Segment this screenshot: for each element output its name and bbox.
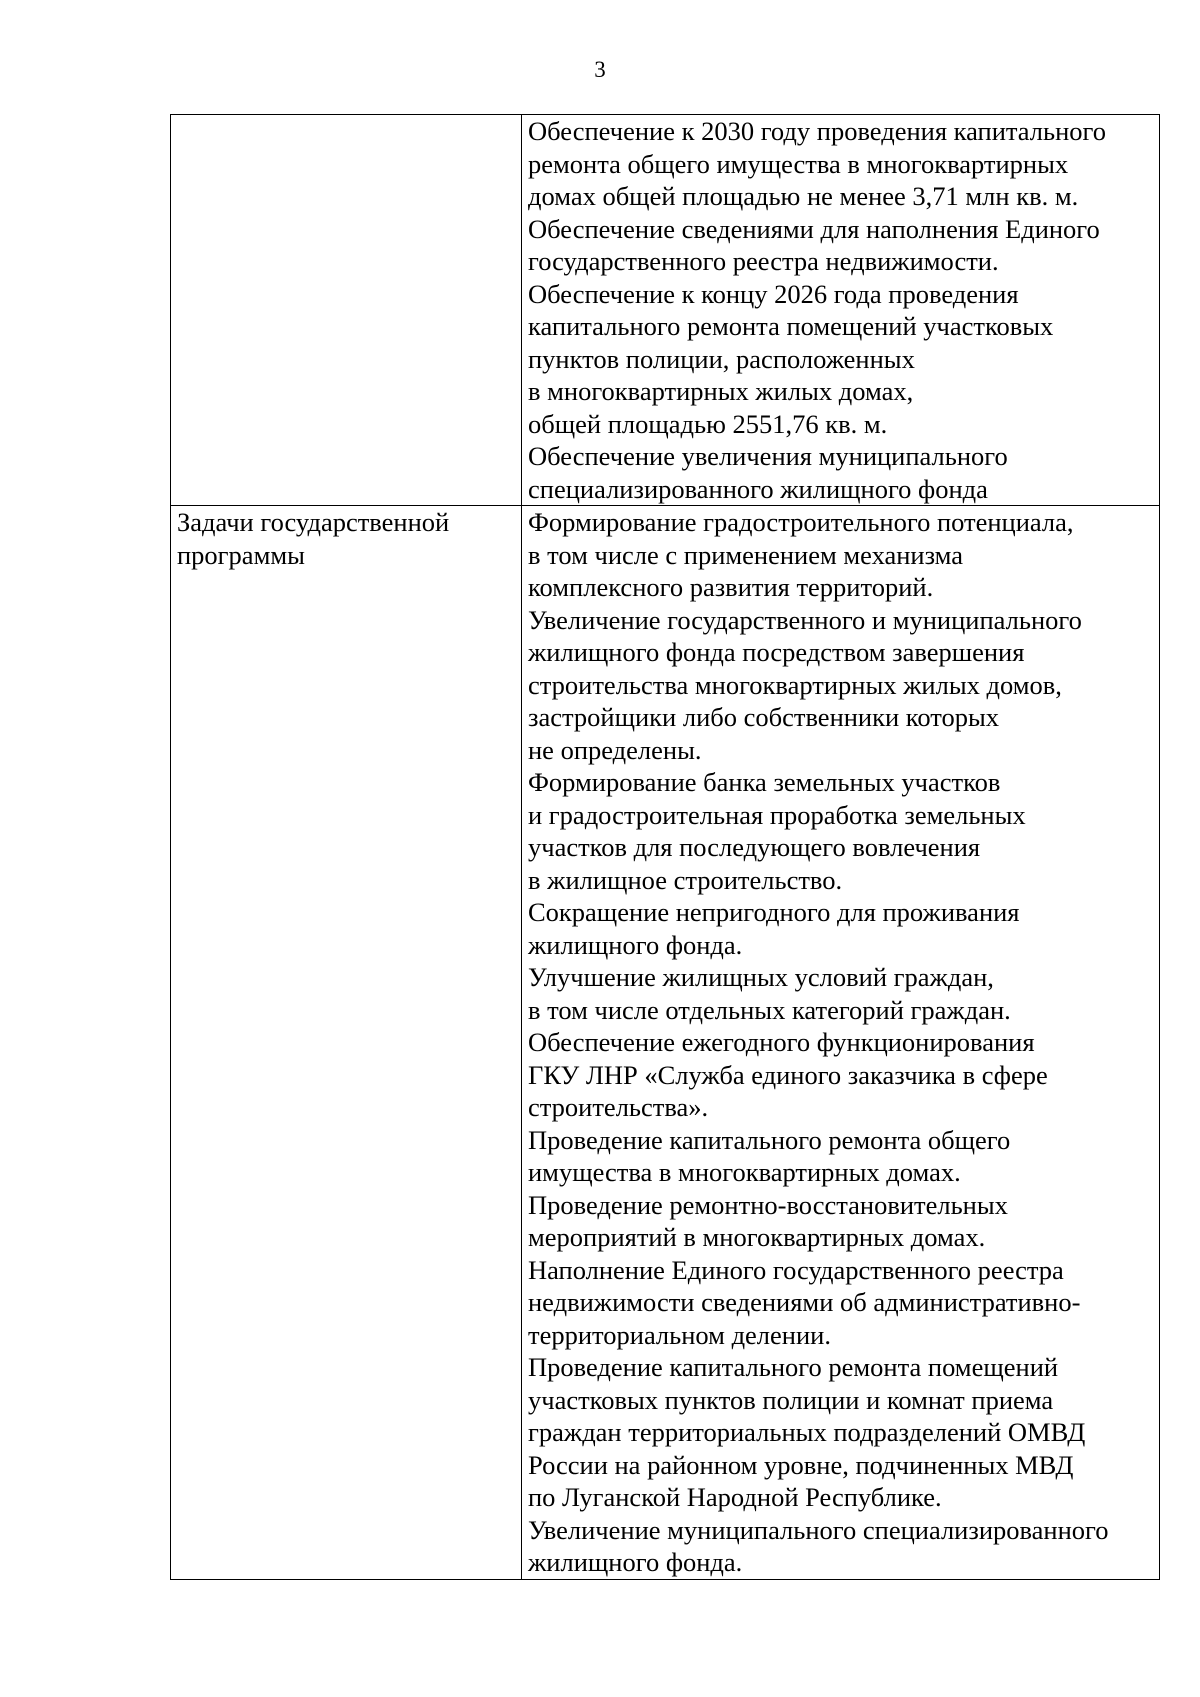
content-line: специализированного жилищного фонда	[528, 473, 988, 504]
table-row-program-tasks	[171, 506, 1160, 1580]
content-line: Обеспечение к концу 2026 года проведения	[528, 278, 1019, 309]
content-line: строительства многоквартирных жилых домов,	[528, 669, 1062, 700]
row-content-cell	[522, 506, 1160, 1580]
table-body	[171, 115, 1160, 1580]
content-line: в том числе с применением механизма	[528, 539, 964, 570]
row-content-cell	[522, 115, 1160, 506]
content-line: жилищного фонда посредством завершения	[528, 637, 1025, 667]
content-line: участков для последующего вовлечения	[528, 832, 981, 862]
content-line: Наполнение Единого государственного реестра	[528, 1254, 1064, 1285]
content-line: жилищного фонда.	[528, 929, 743, 960]
content-line: участковых пунктов полиции и комнат приема	[528, 1384, 1054, 1415]
table-row-goals-continued	[171, 115, 1160, 506]
content-line: государственного реестра недвижимости.	[528, 246, 999, 276]
content-line: Сокращение непригодного для проживания	[528, 897, 1020, 927]
content-line: не определены.	[528, 734, 702, 765]
content-line: Увеличение государственного и муниципального	[528, 604, 1082, 635]
content-line: застройщики либо собственники которых	[528, 702, 1000, 732]
content-line: Проведение капитального ремонта общего	[528, 1124, 1011, 1155]
content-line: граждан территориальных подразделений ОМВД	[528, 1417, 1086, 1447]
content-line: по Луганской Народной Республике.	[528, 1482, 942, 1512]
content-line: Увеличение муниципального специализированного	[528, 1514, 1109, 1545]
row-label-cell	[171, 115, 522, 506]
content-line: и градостроительная проработка земельных	[528, 799, 1026, 830]
content-line: комплексного развития территорий.	[528, 572, 934, 602]
content-line: жилищного фонда.	[528, 1547, 743, 1577]
page-number: 3	[594, 57, 606, 82]
program-passport-table	[170, 114, 1160, 1580]
content-line: территориальном делении.	[528, 1319, 831, 1350]
content-line: мероприятий в многоквартирных домах.	[528, 1222, 986, 1252]
content-line: Проведение капитального ремонта помещений	[528, 1352, 1059, 1382]
content-line: строительства».	[528, 1092, 709, 1122]
content-line: пунктов полиции, расположенных	[528, 343, 915, 374]
content-line: Обеспечение к 2030 году проведения капитального	[528, 116, 1106, 146]
content-line: Улучшение жилищных условий граждан,	[528, 962, 994, 992]
content-line: Проведение ремонтно-восстановительных	[528, 1189, 1008, 1220]
content-line: в жилищное строительство.	[528, 864, 843, 895]
content-line: в многоквартирных жилых домах,	[528, 376, 914, 406]
content-line: в том числе отдельных категорий граждан.	[528, 994, 1011, 1025]
content-line: Обеспечение сведениями для наполнения Единого	[528, 213, 1100, 244]
content-line: России на районном уровне, подчиненных МВД	[528, 1449, 1074, 1480]
content-line: капитального ремонта помещений участковых	[528, 311, 1054, 341]
content-line: общей площадью 2551,76 кв. м.	[528, 408, 888, 439]
content-line: Обеспечение увеличения муниципального	[528, 441, 1008, 471]
content-line: ГКУ ЛНР «Служба единого заказчика в сфере	[528, 1059, 1048, 1090]
content-line: домах общей площадью не менее 3,71 млн кв. м.	[528, 181, 1079, 211]
content-line: Формирование банка земельных участков	[528, 767, 1001, 797]
row-label-line: Задачи государственной	[177, 507, 450, 537]
content-line: Формирование градостроительного потенциала,	[528, 507, 1074, 537]
row-label-line: программы	[177, 539, 305, 570]
content-line: недвижимости сведениями об административно-	[528, 1287, 1081, 1317]
row-label-cell	[171, 506, 522, 1580]
content-line: ремонта общего имущества в многоквартирных	[528, 148, 1069, 179]
content-line: Обеспечение ежегодного функционирования	[528, 1027, 1035, 1057]
content-line: имущества в многоквартирных домах.	[528, 1157, 961, 1187]
